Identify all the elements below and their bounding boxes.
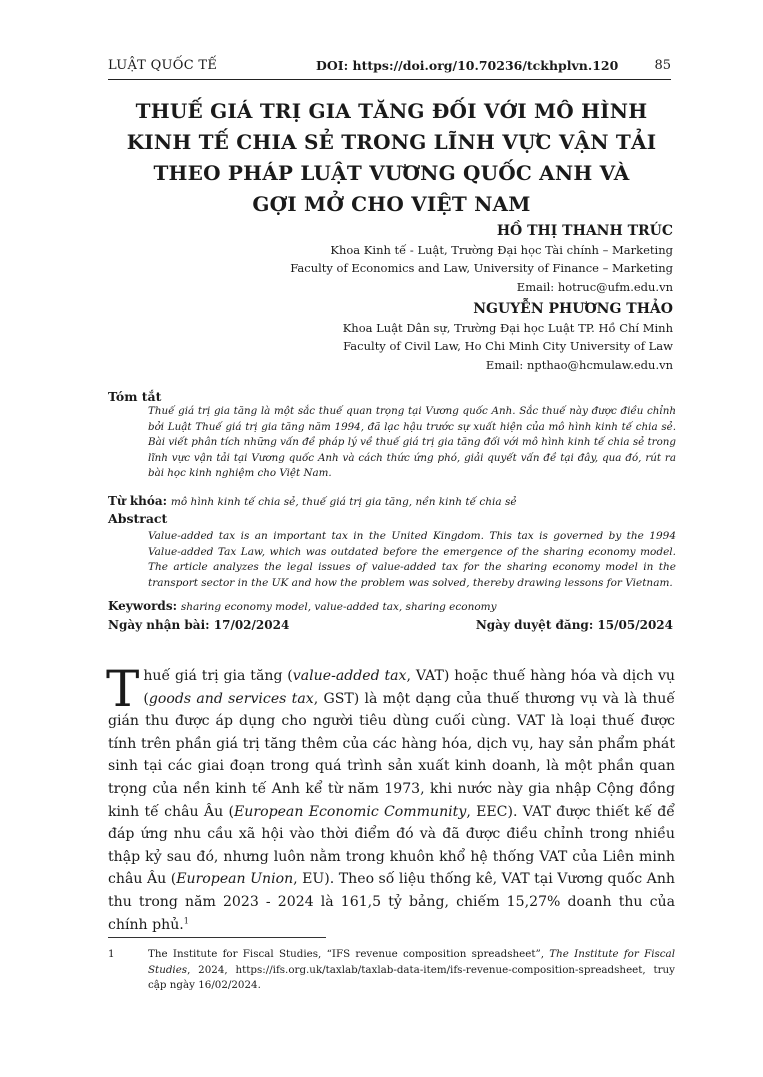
author-affiliation-vi: Khoa Luật Dân sự, Trường Đại học Luật TP. Hồ Chí Minh <box>342 321 673 335</box>
footnote-text-part: , 2024, https://ifs.org.uk/taxlab/taxlab-data-item/ifs-revenue-composition-spreadsheet, truy cập ngày 16/02/2024. <box>148 963 675 991</box>
accepted-date: Ngày duyệt đăng: 15/05/2024 <box>475 618 673 632</box>
keywords-list: mô hình kinh tế chia sẻ, thuế giá trị gia tăng, nền kinh tế chia sẻ <box>170 496 517 508</box>
author-email[interactable]: Email: hotruc@ufm.edu.vn <box>516 279 673 294</box>
footnote-text-part: The Institute for Fiscal Studies, “IFS revenue composition spreadsheet”, <box>148 948 550 960</box>
author-name: HỒ THỊ THANH TRÚC <box>496 223 673 239</box>
summary-heading: Tóm tắt <box>108 389 162 404</box>
author-email[interactable]: Email: npthao@hcmulaw.edu.vn <box>485 357 673 372</box>
journal-section-name: LUẬT QUỐC TẾ <box>108 58 218 73</box>
title-line: THUẾ GIÁ TRỊ GIA TĂNG ĐỐI VỚI MÔ HÌNH <box>135 99 648 123</box>
abstract-heading: Abstract <box>108 511 168 526</box>
body-text: , VAT) hoặc thuế hàng hóa và dịch vụ ( <box>143 668 675 707</box>
keywords-list: sharing economy model, value-added tax, sharing economy <box>180 601 497 613</box>
body-text: huế giá trị gia tăng ( <box>143 668 293 684</box>
footnote-text <box>148 947 675 994</box>
footnote-source: The Institute for Fiscal Studies <box>148 948 675 976</box>
keywords-en <box>108 599 497 613</box>
body-text: , EU). Theo số liệu thống kê, VAT tại Vương quốc Anh thu trong năm 2023 - 2024 là 161,5 tỷ bảng, chiếm 15,27% doanh thu của chính phủ. <box>108 871 675 933</box>
author-affiliation-en: Faculty of Civil Law, Ho Chi Minh City University of Law <box>343 339 673 354</box>
doi-link[interactable]: DOI: https://doi.org/10.70236/tckhplvn.120 <box>316 58 619 73</box>
header-divider <box>108 79 671 80</box>
term-italic: European Economic Community <box>233 803 467 820</box>
author-affiliation-vi: Khoa Kinh tế - Luật, Trường Đại học Tài chính – Marketing <box>330 243 673 257</box>
drop-cap: T <box>106 660 140 718</box>
footnote <box>108 947 675 994</box>
title-line: KINH TẾ CHIA SẺ TRONG LĨNH VỰC VẬN TẢI <box>126 130 657 154</box>
abstract-text: Value-added tax is an important tax in the United Kingdom. This tax is governed by the 1994 Value-added Tax Law, which was outdated before the emergence of the sharing economy model. The article analyzes the legal issues of value-added tax for the sharing economy model in the transport sector in the UK and how the problem was solved, thereby drawing lessons for Vietnam. <box>148 530 676 589</box>
body-paragraph <box>106 660 675 936</box>
keywords-label: Keywords: <box>108 599 178 613</box>
page-number: 85 <box>654 58 671 73</box>
keywords-vi <box>108 494 517 508</box>
footnote-reference[interactable]: 1 <box>183 915 189 925</box>
term-italic: European Union <box>176 871 294 888</box>
title-line: GỢI MỞ CHO VIỆT NAM <box>252 192 531 216</box>
author-name: NGUYỄN PHƯƠNG THẢO <box>473 301 673 317</box>
summary-text: Thuế giá trị gia tăng là một sắc thuế quan trọng tại Vương quốc Anh. Sắc thuế này được điều chỉnh bởi Luật Thuế giá trị gia tăng năm 1994, đã lạc hậu trước sự xuất hiện của mô hình kinh tế chia sẻ. Bài viết phân tích những vấn đề pháp lý về thuế giá trị gia tăng đối với mô hình kinh tế chia sẻ trong lĩnh vực vận tải tại Vương quốc Anh và cách thức ứng phó, giải quyết vấn đề tại đây, qua đó, rút ra bài học kinh nghiệm cho Việt Nam. <box>148 405 676 479</box>
footnote-number: 1 <box>108 948 115 960</box>
author-block-1 <box>290 223 673 296</box>
author-affiliation-en: Faculty of Economics and Law, University of Finance – Marketing <box>290 261 673 276</box>
body-text: , EEC). VAT được thiết kế để đáp ứng nhu cầu xã hội vào thời điểm đó và đã được điều chỉnh trong nhiều thập kỷ sau đó, nhưng luôn nằm trong khuôn khổ hệ thống VAT của Liên minh châu Âu ( <box>108 803 675 888</box>
article-title <box>100 96 683 220</box>
keywords-label: Từ khóa: <box>108 494 168 508</box>
body-text: , GST) là một dạng của thuế thương vụ và là thuế gián thu được áp dụng cho người tiêu dùng cuối cùng. VAT là loại thuế được tính trên phần giá trị tăng thêm của các hàng hóa, dịch vụ, hay sản phẩm phát sinh tại các giai đoạn trong quá trình sản xuất kinh doanh, là một phần quan trọng của nền kinh tế Anh kể từ năm 1973, khi nước này gia nhập Cộng đồng kinh tế châu Âu ( <box>108 690 675 820</box>
running-header <box>108 58 671 78</box>
term-italic: value-added tax <box>292 668 407 684</box>
received-date: Ngày nhận bài: 17/02/2024 <box>108 618 290 632</box>
author-block-2 <box>343 301 673 374</box>
term-italic: goods and services tax <box>148 690 314 707</box>
title-line: THEO PHÁP LUẬT VƯƠNG QUỐC ANH VÀ <box>153 161 630 185</box>
article-body <box>106 660 675 936</box>
footnote-divider <box>108 937 326 938</box>
